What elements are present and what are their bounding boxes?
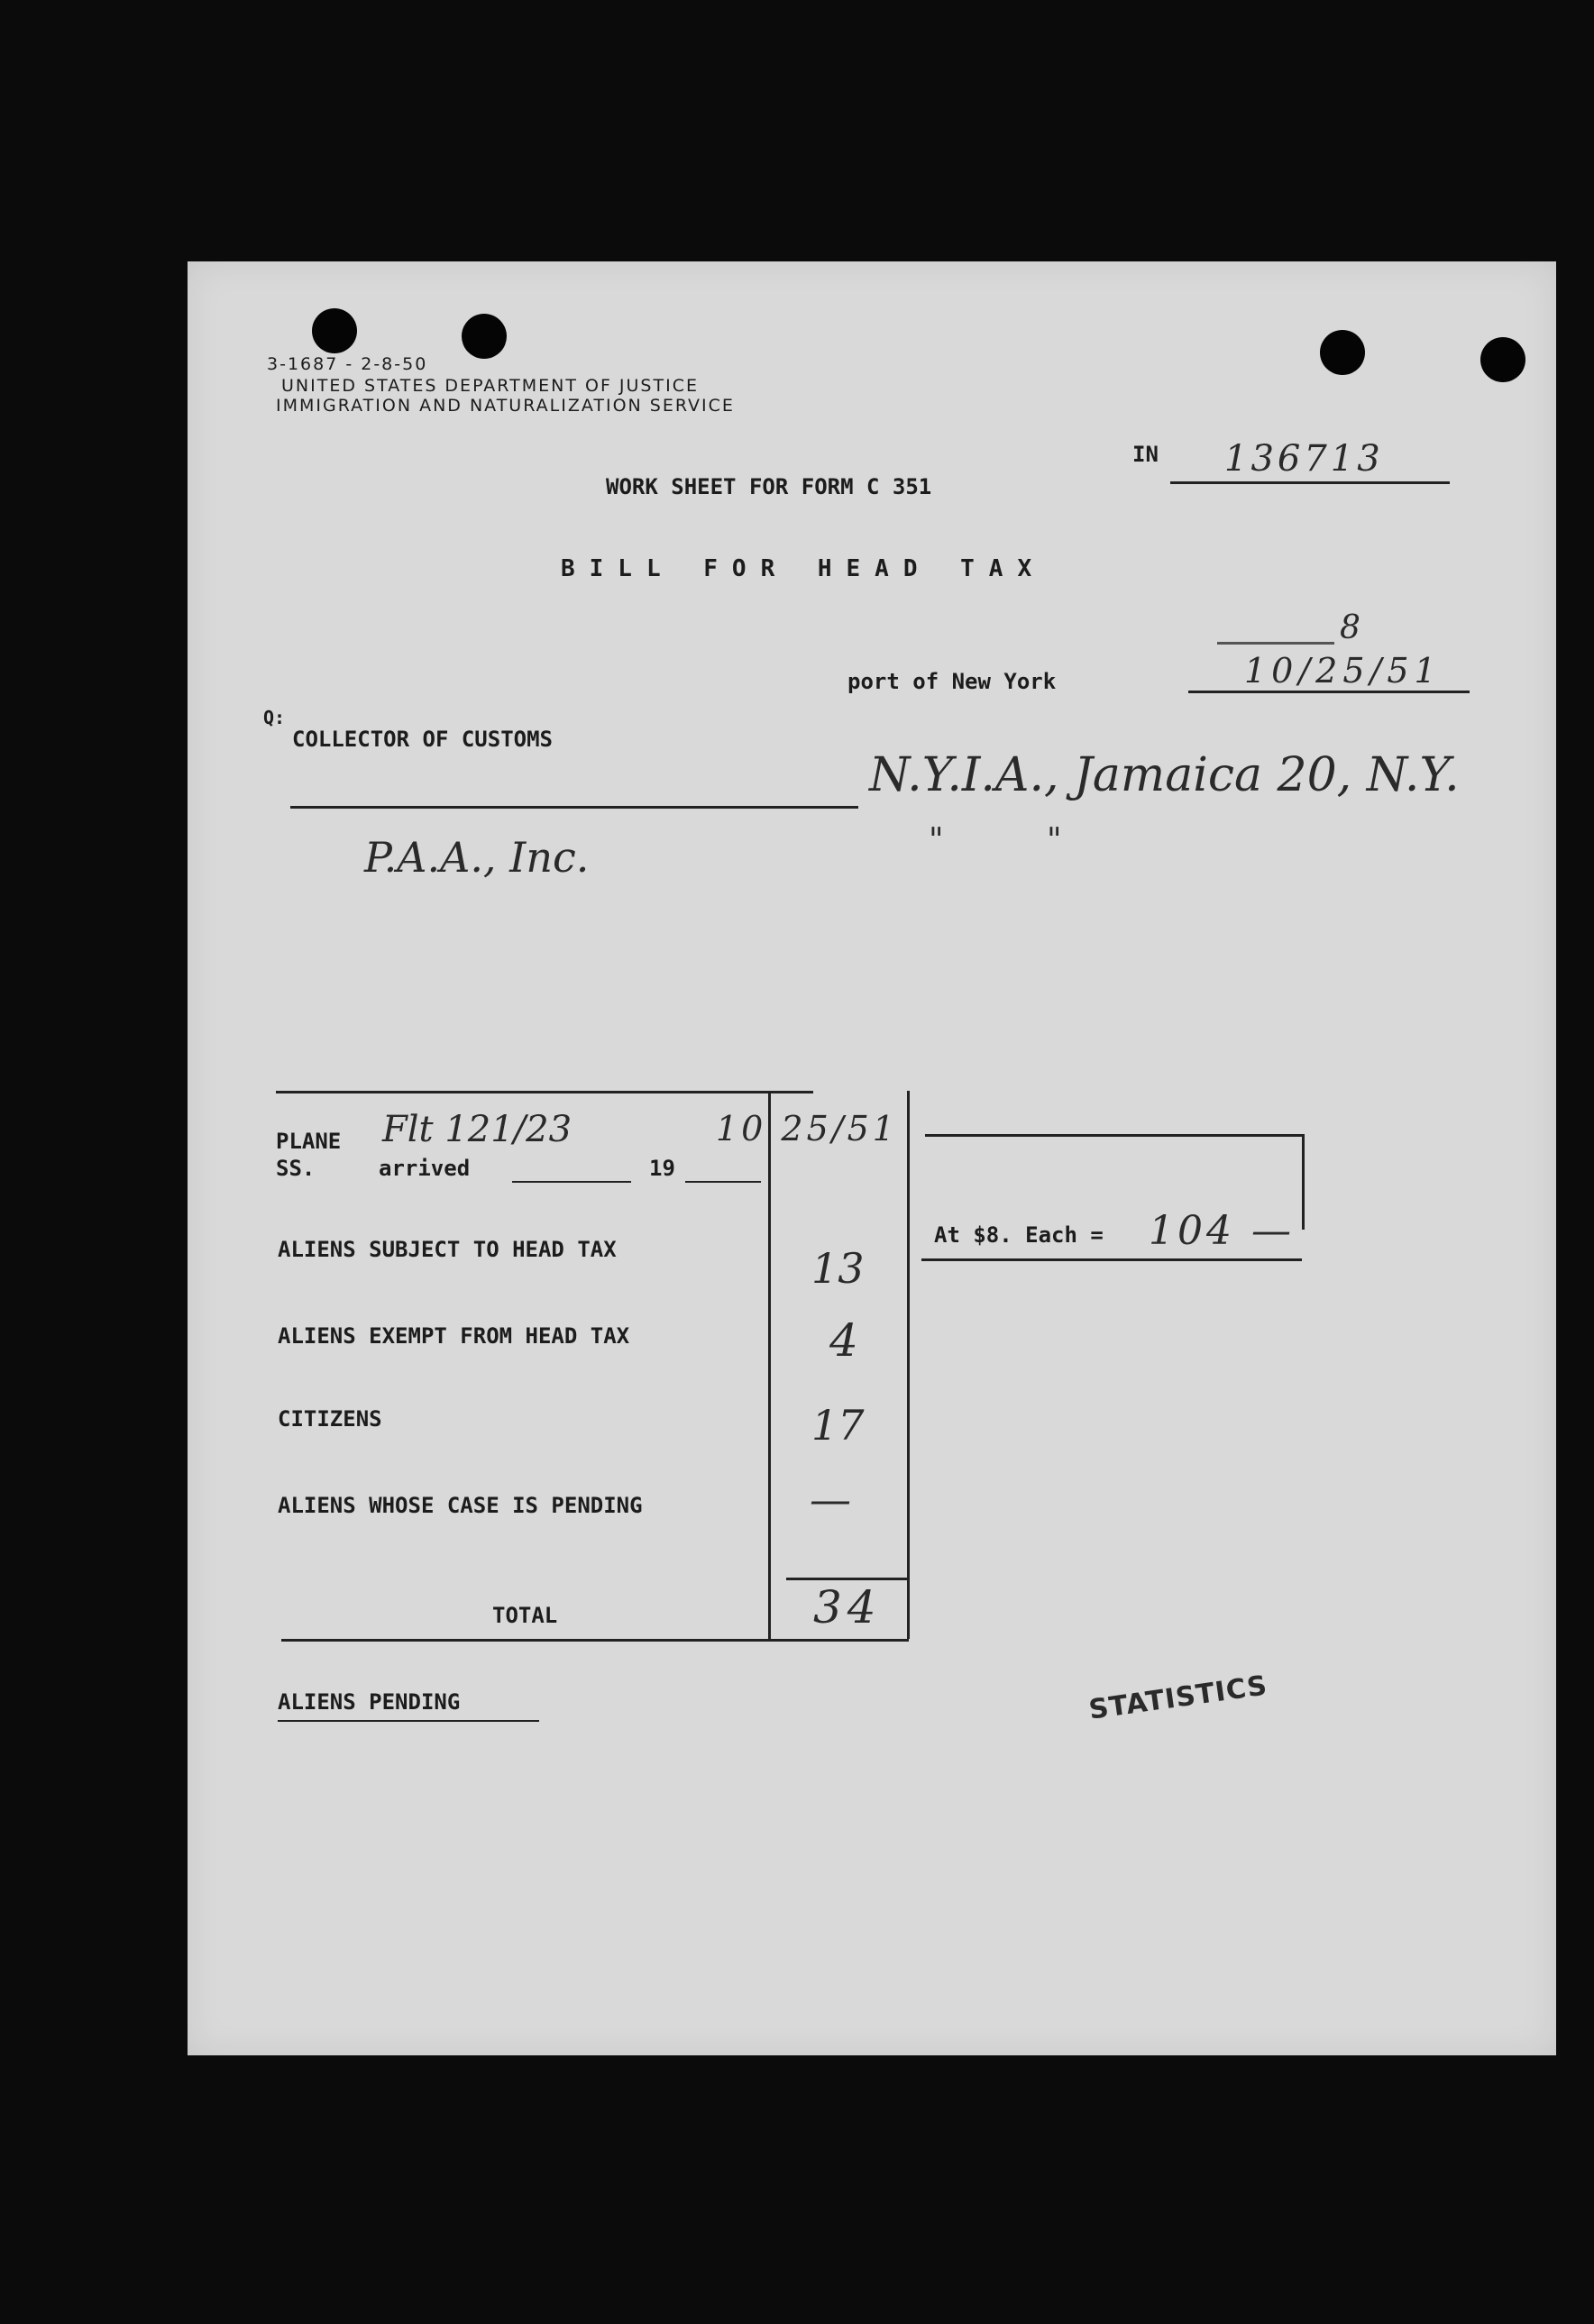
total-separator-line bbox=[786, 1578, 907, 1580]
row-label-pending: ALIENS WHOSE CASE IS PENDING bbox=[278, 1493, 643, 1518]
row-label-citizens: CITIZENS bbox=[278, 1406, 382, 1432]
date-strike-mark bbox=[1217, 642, 1334, 645]
table-top-line bbox=[276, 1091, 813, 1093]
agency-line-2: IMMIGRATION AND NATURALIZATION SERVICE bbox=[276, 396, 735, 416]
port-date: 10/25/51 bbox=[1244, 651, 1442, 691]
plane-label: PLANE bbox=[276, 1129, 342, 1154]
total-label: TOTAL bbox=[492, 1603, 558, 1628]
row-value-citizens: 17 bbox=[811, 1401, 865, 1450]
document-page bbox=[188, 261, 1556, 2055]
rate-total: 104 — bbox=[1149, 1208, 1295, 1254]
total-value: 34 bbox=[813, 1581, 882, 1633]
rate-box-right bbox=[1302, 1134, 1305, 1230]
flight-number-hand: Flt 121/23 bbox=[382, 1109, 573, 1150]
in-underline bbox=[1170, 481, 1450, 484]
arrived-underline-2 bbox=[685, 1181, 761, 1183]
table-bottom-line bbox=[281, 1639, 909, 1642]
in-label: IN bbox=[1132, 442, 1159, 467]
row-value-exempt: 4 bbox=[829, 1314, 858, 1367]
to-label: Q: bbox=[263, 707, 286, 728]
work-sheet-title: WORK SHEET FOR FORM C 351 bbox=[606, 474, 932, 499]
collector-of-customs: COLLECTOR OF CUSTOMS bbox=[292, 727, 553, 752]
aliens-pending-label: ALIENS PENDING bbox=[278, 1689, 461, 1715]
aliens-pending-underline bbox=[278, 1720, 539, 1722]
form-code: 3-1687 - 2-8-50 bbox=[267, 354, 428, 374]
row-label-subject: ALIENS SUBJECT TO HEAD TAX bbox=[278, 1237, 617, 1262]
punch-hole-4 bbox=[1480, 337, 1525, 382]
row-value-subject: 13 bbox=[811, 1244, 865, 1293]
arrived-underline-1 bbox=[512, 1181, 631, 1183]
punch-hole-3 bbox=[1320, 330, 1365, 375]
agency-line-1: UNITED STATES DEPARTMENT OF JUSTICE bbox=[281, 376, 699, 396]
statistics-stamp: STATISTICS bbox=[1086, 1670, 1270, 1726]
punch-hole-2 bbox=[462, 314, 507, 359]
date-strike-digit: 8 bbox=[1340, 609, 1360, 646]
port-label: port of New York bbox=[847, 669, 1057, 694]
row-label-exempt: ALIENS EXEMPT FROM HEAD TAX bbox=[278, 1323, 630, 1349]
collector-underline bbox=[290, 806, 858, 809]
table-left-divider bbox=[768, 1091, 771, 1639]
arrived-label: arrived bbox=[379, 1156, 471, 1181]
ss-label: SS. bbox=[276, 1156, 316, 1181]
rate-label: At $8. Each = bbox=[934, 1222, 1104, 1248]
handwritten-name: P.A.A., Inc. bbox=[364, 833, 590, 882]
rate-box-bottom bbox=[921, 1258, 1302, 1261]
bill-title: BILL FOR HEAD TAX bbox=[561, 555, 1047, 582]
in-number: 136713 bbox=[1224, 438, 1384, 480]
rate-box-top bbox=[925, 1134, 1304, 1137]
ditto-marks: " " bbox=[929, 822, 1062, 859]
handwritten-location: N.Y.I.A., Jamaica 20, N.Y. bbox=[869, 748, 1460, 802]
punch-hole-1 bbox=[312, 308, 357, 353]
table-right-divider bbox=[907, 1091, 910, 1639]
date-underline bbox=[1188, 691, 1470, 693]
row-value-pending: — bbox=[810, 1475, 851, 1523]
year-prefix: 19 bbox=[649, 1156, 675, 1181]
arrival-date-hand: 10 25/51 bbox=[716, 1109, 898, 1148]
